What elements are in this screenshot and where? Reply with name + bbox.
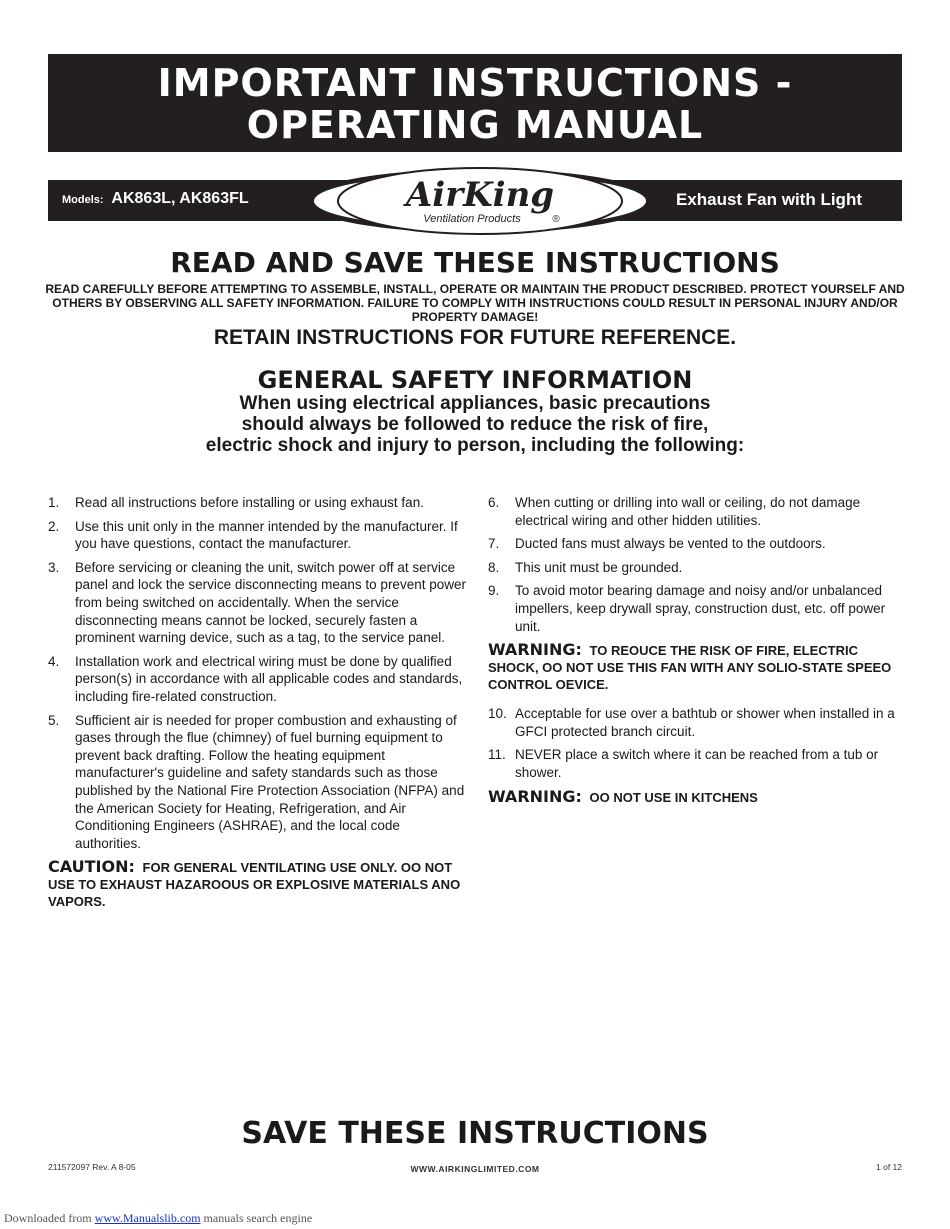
list-item	[488, 582, 906, 635]
left-column	[48, 494, 468, 922]
item-text: Sufficient air is needed for proper combustion and exhausting of gases through the flue (chimney) of fuel burning equipment to prevent back drafting. Follow the heating equipment manufacturer's guideline and safety standards such as those published by the National Fire Protection Association (NFPA) and the American Society for Heating, Refrigeration, and Air Conditioning Engineers (ASHRAE), and the local code authorities.	[75, 712, 465, 851]
item-number: 3.	[48, 559, 60, 575]
subtitle-line-3: electric shock and injury to person, including the following:	[205, 435, 745, 456]
item-number: 4.	[48, 653, 60, 669]
warning-text: TO REOUCE THE RISK OF FIRE, ELECTRIC SHOCK, OO NOT USE THIS FAN WITH ANY SOLIO-STATE SPEEO CONTROL OEVICE.	[488, 643, 892, 693]
item-number: 1.	[48, 495, 60, 510]
list-item	[488, 559, 906, 577]
warning-text: OO NOT USE IN KITCHENS	[589, 789, 758, 805]
list-item	[488, 746, 906, 781]
item-number: 6.	[488, 495, 500, 510]
safety-subtitle	[0, 393, 950, 456]
logo-registered-mark: ®	[552, 214, 560, 225]
models-value: AK863L, AK863FL	[111, 190, 249, 207]
download-suffix: manuals search engine	[203, 1211, 313, 1225]
models	[62, 190, 249, 208]
item-text: NEVER place a switch where it can be reached from a tub or shower.	[515, 747, 879, 780]
item-number: 9.	[488, 583, 500, 599]
item-text: This unit must be grounded.	[515, 559, 683, 575]
caution-text: FOR GENERAL VENTILATING USE ONLY. OO NOT USE TO EXHAUST HAZAROOUS OR EXPLOSIVE MATERIALS ANO VAPORS.	[48, 860, 461, 910]
list-item	[48, 559, 468, 647]
caution-notice	[48, 858, 468, 910]
item-text: Installation work and electrical wiring must be done by qualified person(s) in accordance with all applicable codes and standards, including fire-related construction.	[75, 653, 463, 704]
list-item	[488, 705, 906, 740]
manualslib-link[interactable]: www.Manualslib.com	[94, 1211, 201, 1225]
item-text: Read all instructions before installing or using exhaust fan.	[75, 495, 424, 510]
item-text: Use this unit only in the manner intended by the manufacturer. If you have questions, contact the manufacturer.	[75, 518, 458, 552]
warning-tag: WARNING:	[488, 786, 582, 806]
list-item	[48, 653, 468, 706]
airking-logo	[300, 166, 660, 236]
product-name: Exhaust Fan with Light	[675, 190, 862, 209]
list-item	[48, 518, 468, 553]
warning-tag: WARNING:	[488, 640, 582, 660]
item-number: 5.	[48, 712, 60, 728]
logo-text: AirKing	[405, 175, 555, 215]
list-item	[48, 494, 468, 512]
item-text: When cutting or drilling into wall or ceiling, do not damage electrical wiring and other hidden utilities.	[515, 495, 861, 528]
list-item	[48, 712, 468, 853]
item-text: To avoid motor bearing damage and noisy and/or unbalanced impellers, keep drywall spray, construction dust, etc. off power unit.	[515, 583, 886, 634]
item-number: 10.	[488, 706, 507, 722]
title-banner	[48, 54, 902, 152]
subtitle-line-2: should always be followed to reduce the risk of fire,	[241, 414, 709, 435]
list-item	[488, 494, 906, 529]
document-number: 211572097 Rev. A 8-05	[48, 1162, 136, 1172]
page-number: 1 of 12	[876, 1162, 902, 1172]
item-number: 7.	[488, 536, 500, 552]
right-column	[488, 494, 906, 818]
warning-notice-fire	[488, 641, 906, 693]
title-line-1: IMPORTANT INSTRUCTIONS -	[157, 61, 793, 105]
item-number: 2.	[48, 518, 60, 534]
caution-tag: CAUTION:	[48, 857, 135, 877]
item-text: Before servicing or cleaning the unit, switch power off at service panel and lock the service disconnecting means to prevent power from being switched on accidentally. When the service disconnecting means cannot be locked, securely fasten a prominent warning device, such as a tag, to the service panel.	[75, 559, 466, 646]
website-text: WWW.AIRKINGLIMITED.COM	[410, 1164, 540, 1174]
warning-notice-kitchens	[488, 788, 906, 806]
logo-subtext: Ventilation Products	[423, 213, 521, 225]
list-item	[488, 535, 906, 553]
download-credit	[4, 1211, 312, 1226]
item-number: 11.	[488, 747, 506, 763]
models-label: Models:	[62, 194, 104, 206]
warning-paragraph: READ CAREFULLY BEFORE ATTEMPTING TO ASSEMBLE, INSTALL, OPERATE OR MAINTAIN THE PRODUCT DESCRIBED. PROTECT YOURSELF AND OTHERS BY OBSERVING ALL SAFETY INFORMATION. FAILURE TO COMPLY WITH INSTRUCTIONS COULD RESULT IN PERSONAL INJURY AND/OR PROPERTY DAMAGE!	[45, 282, 905, 324]
item-text: Acceptable for use over a bathtub or shower when installed in a GFCI protected branch circuit.	[515, 706, 895, 739]
item-text: Ducted fans must always be vented to the outdoors.	[515, 536, 826, 552]
retain-heading: RETAIN INSTRUCTIONS FOR FUTURE REFERENCE.	[213, 326, 737, 349]
general-safety-heading: GENERAL SAFETY INFORMATION	[257, 366, 693, 394]
download-prefix: Downloaded from	[4, 1211, 92, 1225]
item-number: 8.	[488, 559, 500, 575]
read-heading: READ AND SAVE THESE INSTRUCTIONS	[170, 246, 780, 279]
save-instructions-heading: SAVE THESE INSTRUCTIONS	[241, 1116, 709, 1151]
subtitle-line-1: When using electrical appliances, basic precautions	[239, 393, 711, 414]
title-line-2: OPERATING MANUAL	[246, 103, 704, 147]
